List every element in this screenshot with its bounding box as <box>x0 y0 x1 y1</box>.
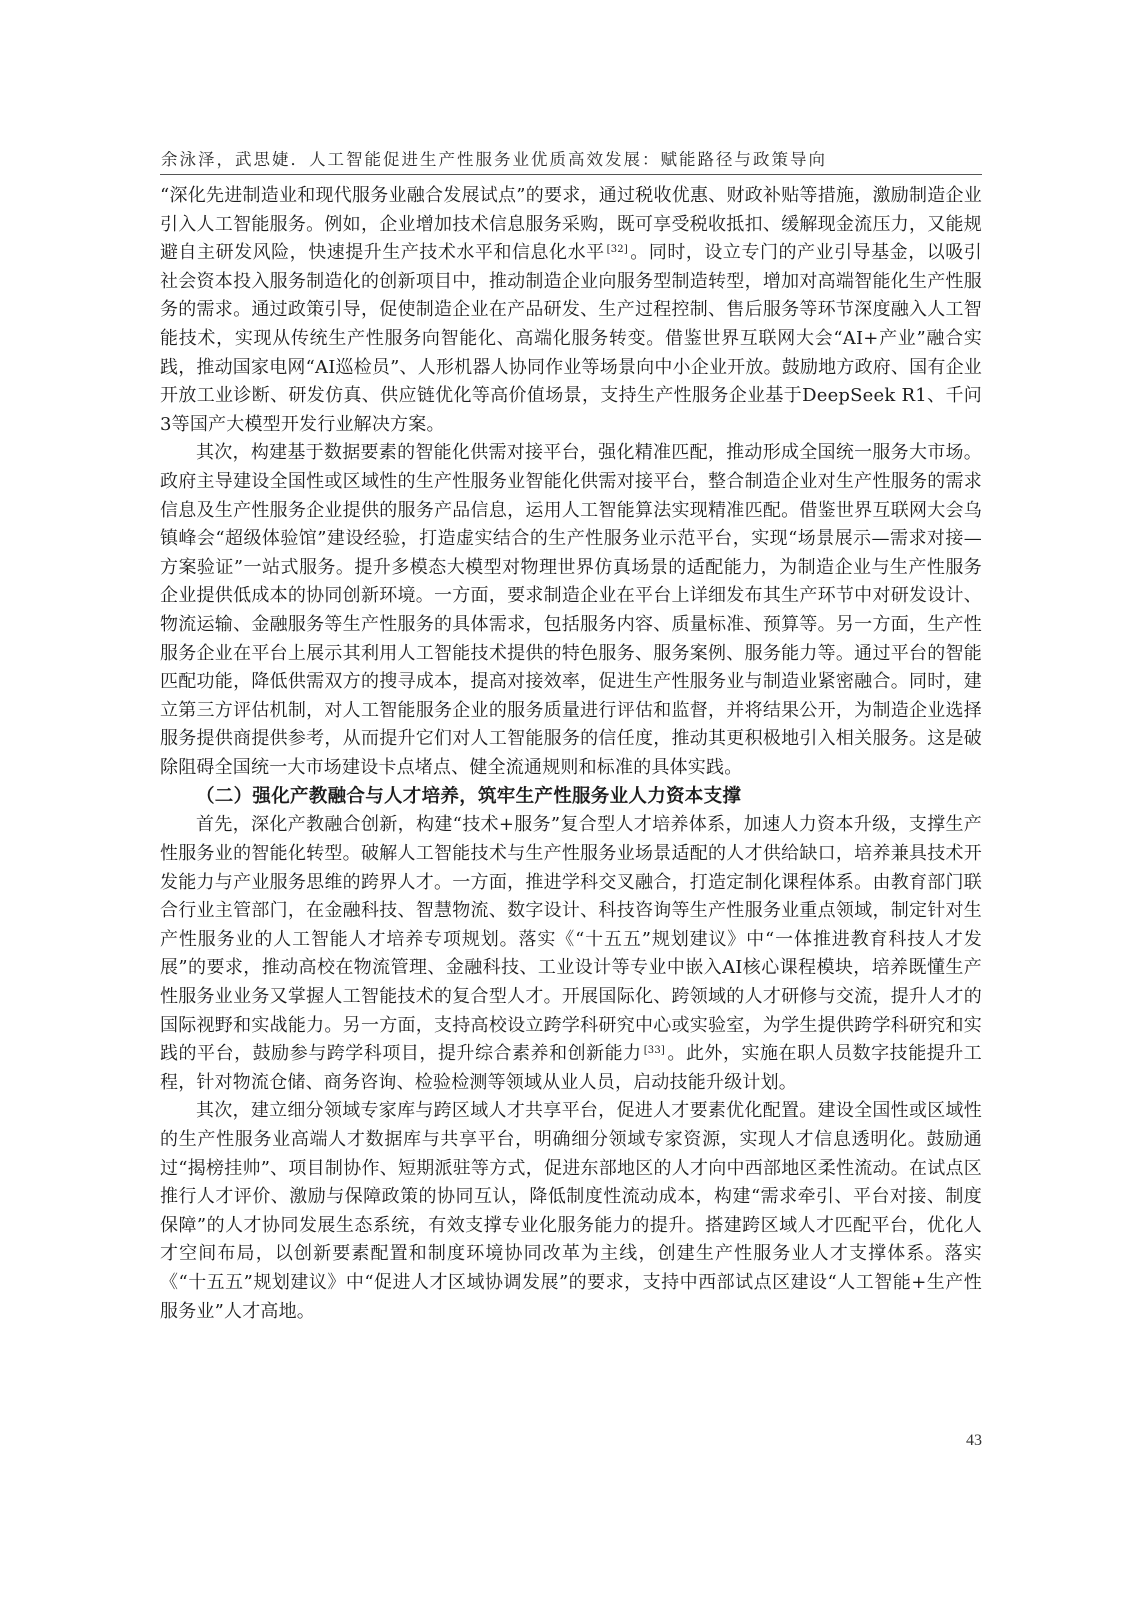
paragraph-continuation <box>160 182 982 439</box>
paragraph-text: 首先，深化产教融合创新，构建“技术+服务”复合型人才培养体系，加速人力资本升级，支撑生产性服务业的智能化转型。破解人工智能技术与生产性服务业场景适配的人才供给缺口，培养兼具技术开发能力与产业服务思维的跨界人才。一方面，推进学科交叉融合，打造定制化课程体系。由教育部门联合行业主管部门，在金融科技、智慧物流、数字设计、科技咨询等生产性服务业重点领域，制定针对生产性服务业的人工智能人才培养专项规划。落实《“十五五”规划建议》中“一体推进教育科技人才发展”的要求，推动高校在物流管理、金融科技、工业设计等专业中嵌入AI核心课程模块，培养既懂生产性服务业业务又掌握人工智能技术的复合型人才。开展国际化、跨领域的人才研修与交流，提升人才的国际视野和实战能力。另一方面，支持高校设立跨学科研究中心或实验室，为学生提供跨学科研究和实践的平台，鼓励参与跨学科项目，提升综合素养和创新能力 <box>160 814 982 1065</box>
paragraph-supply-demand-platform: 其次，构建基于数据要素的智能化供需对接平台，强化精准匹配，推动形成全国统一服务大市场。政府主导建设全国性或区域性的生产性服务业智能化供需对接平台，整合制造企业对生产性服务的需求信息及生产性服务企业提供的服务产品信息，运用人工智能算法实现精准匹配。借鉴世界互联网大会乌镇峰会“超级体验馆”建设经验，打造虚实结合的生产性服务业示范平台，实现“场景展示—需求对接—方案验证”一站式服务。提升多模态大模型对物理世界仿真场景的适配能力，为制造企业与生产性服务企业提供低成本的协同创新环境。一方面，要求制造企业在平台上详细发布其生产环节中对研发设计、物流运输、金融服务等生产性服务的具体需求，包括服务内容、质量标准、预算等。另一方面，生产性服务企业在平台上展示其利用人工智能技术提供的特色服务、服务案例、服务能力等。通过平台的智能匹配功能，降低供需双方的搜寻成本，提高对接效率，促进生产性服务业与制造业紧密融合。同时，建立第三方评估机制，对人工智能服务企业的服务质量进行评估和监督，并将结果公开，为制造企业选择服务提供商提供参考，从而提升它们对人工智能服务的信任度，推动其更积极地引入相关服务。这是破除阻碍全国统一大市场建设卡点堵点、健全流通规则和标准的具体实践。 <box>160 442 982 778</box>
running-header: 余泳泽，武思婕．人工智能促进生产性服务业优质高效发展：赋能路径与政策导向 <box>161 150 827 169</box>
section-heading: （二）强化产教融合与人才培养，筑牢生产性服务业人力资本支撑 <box>196 786 742 808</box>
paragraph-talent-training <box>160 811 982 1097</box>
paragraph-text: 。此外，实施在职人员数字技能提升工程，针对物流仓储、商务咨询、检验检测等领域从业人员，启动技能升级计划。 <box>160 1043 982 1093</box>
paragraph-text: 。同时，设立专门的产业引导基金，以吸引社会资本投入服务制造化的创新项目中，推动制造企业向服务型制造转型，增加对高端智能化生产性服务的需求。通过政策引导，促使制造企业在产品研发、生产过程控制、售后服务等环节深度融入人工智能技术，实现从传统生产性服务向智能化、高端化服务转变。借鉴世界互联网大会“AI+产业”融合实践，推动国家电网“AI巡检员”、人形机器人协同作业等场景向中小企业开放。鼓励地方政府、国有企业开放工业诊断、研发仿真、供应链优化等高价值场景，支持生产性服务企业基于DeepSeek R1、千问3等国产大模型开发行业解决方案。 <box>160 242 982 435</box>
header-rule <box>160 174 982 175</box>
citation-32[interactable]: [32] <box>606 244 628 256</box>
page-number: 43 <box>966 1432 982 1449</box>
paragraph-talent-sharing: 其次，建立细分领域专家库与跨区域人才共享平台，促进人才要素优化配置。建设全国性或区域性的生产性服务业高端人才数据库与共享平台，明确细分领域专家资源，实现人才信息透明化。鼓励通过“揭榜挂帅”、项目制协作、短期派驻等方式，促进东部地区的人才向中西部地区柔性流动。在试点区推行人才评价、激励与保障政策的协同互认，降低制度性流动成本，构建“需求牵引、平台对接、制度保障”的人才协同发展生态系统，有效支撑专业化服务能力的提升。搭建跨区域人才匹配平台，优化人才空间布局，以创新要素配置和制度环境协同改革为主线，创建生产性服务业人才支撑体系。落实《“十五五”规划建议》中“促进人才区域协调发展”的要求，支持中西部试点区建设“人工智能+生产性服务业”人才高地。 <box>160 1100 982 1322</box>
body-text <box>160 182 982 1326</box>
citation-33[interactable]: [33] <box>643 1045 666 1057</box>
paragraph-text: “深化先进制造业和现代服务业融合发展试点”的要求，通过税收优惠、财政补贴等措施，激励制造企业引入人工智能服务。例如，企业增加技术信息服务采购，既可享受税收抵扣、缓解现金流压力，又能规避自主研发风险，快速提升生产技术水平和信息化水平 <box>160 185 982 264</box>
